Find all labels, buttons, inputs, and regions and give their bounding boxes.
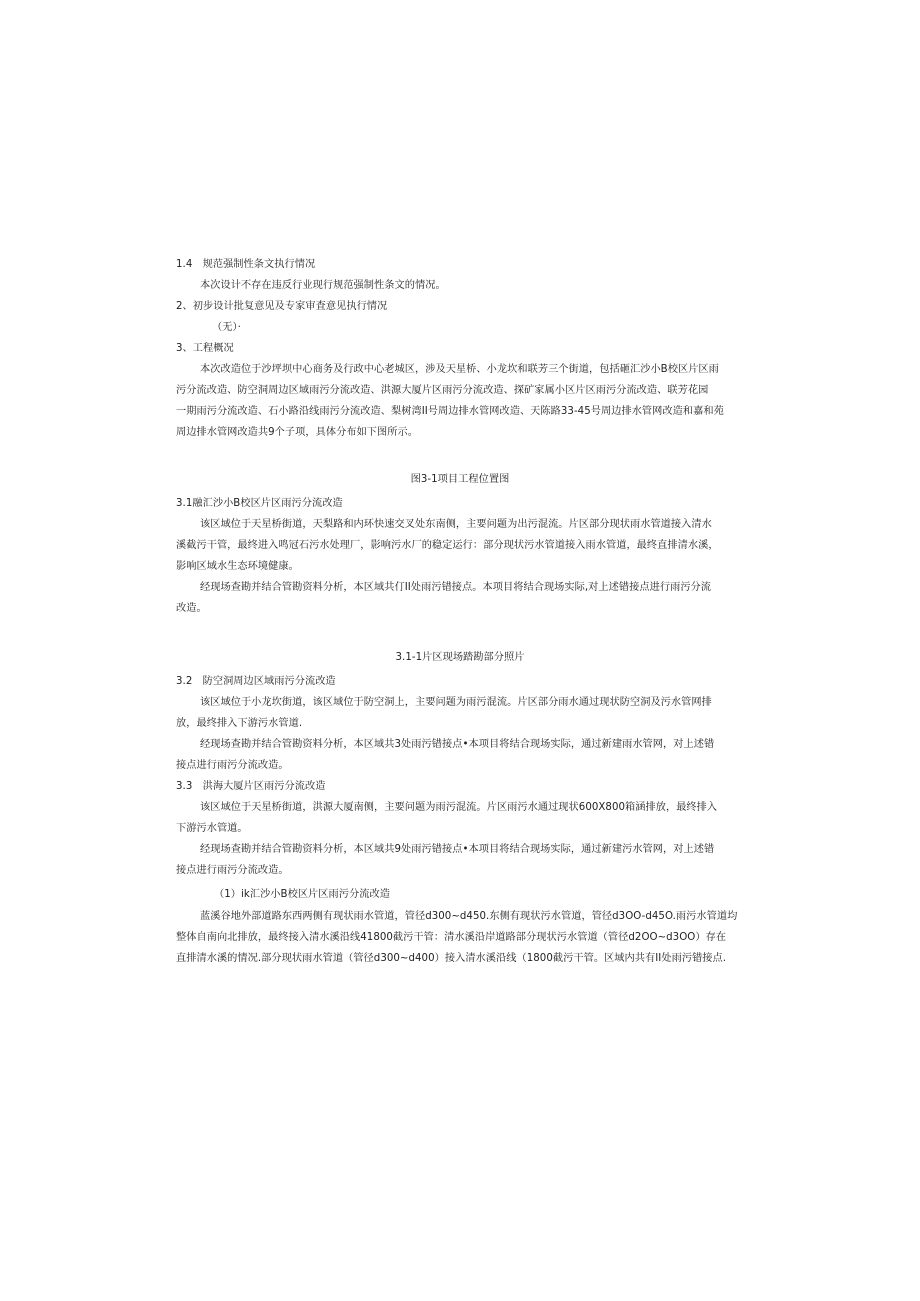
section-heading-3-2: 3.2 防空洞周边区域雨污分流改造: [176, 676, 336, 687]
section-heading-3: 3、工程概况: [176, 343, 234, 354]
paragraph-line: 该区域位于天星桥街道，洪源大厦南侧，主要问题为雨污混流。片区雨污水通过现状600X800箱涵排放，最终排入: [200, 802, 718, 813]
paragraph-line: 下游污水管道。: [176, 823, 248, 834]
paragraph-line: 蓝溪谷地外部道路东西两侧有现状雨水管道，管径d300~d450.东侧有现状污水管道，管径d3OO-d45O.雨污水管道均: [200, 911, 738, 922]
paragraph-line: 污分流改造、防空洞周边区域雨污分流改造、洪源大厦片区雨污分流改造、探矿家属小区片区雨污分流改造、联芳花园: [176, 385, 709, 396]
paragraph-line: 经现场查勘并结合管勘资料分析，本区域共3处雨污错接点•本项目将结合现场实际，通过新建雨水管网，对上述错: [200, 739, 715, 750]
paragraph-line: 整体自南向北排放，最终接入清水溪沿线41800截污干管：清水溪沿岸道路部分现状污水管道（管径d2OO~d3OO）存在: [176, 932, 727, 943]
paragraph-line: 溪截污干管，最终进入鸣冠石污水处理厂，影响污水厂的稳定运行：部分现状污水管道接入雨水管道，最终直排清水溪，: [176, 540, 719, 551]
paragraph-line: 经现场查勘并结合管勘资料分析，本区域共9处雨污错接点•本项目将结合现场实际，通过新建污水管网，对上述错: [200, 844, 715, 855]
section-heading-3-1: 3.1融汇沙小B校区片区雨污分流改造: [176, 498, 343, 509]
paragraph-line: 该区域位于小龙坎街道，该区域位于防空洞上，主要问题为雨污混流。片区部分雨水通过现状防空洞及污水管网排: [200, 697, 712, 708]
figure-caption-3-1: 图3-1项目工程位置图: [410, 474, 510, 485]
paragraph-line: 本次改造位于沙坪坝中心商务及行政中心老城区，涉及天星桥、小龙坎和联芳三个街道，包括砸汇沙小B校区片区雨: [200, 364, 719, 375]
paragraph-line: 直排清水溪的情况.部分现状雨水管道（管径d300~d400）接入清水溪沿线（1800截污干管。区域内共有II处雨污错接点.: [176, 953, 727, 964]
paragraph-line: 接点进行雨污分流改造。: [176, 865, 289, 876]
paragraph-line: 接点进行雨污分流改造。: [176, 760, 289, 771]
section-heading-2: 2、初步设计批复意见及专家审査意见执行情况: [176, 301, 388, 312]
paragraph-line: 一期雨污分流改造、石小路沿线雨污分流改造、梨树湾II号周边排水管网改造、天陈路33-45号周边排水管网改造和嘉和苑: [176, 406, 724, 417]
paragraph-line: 放，最终排入下游污水管道.: [176, 718, 303, 729]
paragraph-line: 改造。: [176, 603, 207, 614]
subsection-heading-1: （1）ik汇沙小B校区片区雨污分流改造: [214, 889, 390, 900]
paragraph-line: 该区域位于天星桥街道，天梨路和内环快速交叉处东南侧，主要问题为出污混流。片区部分现状雨水管道接入清水: [200, 519, 712, 530]
section-heading-1-4: 1.4 规范强制性条文执行情况: [176, 259, 316, 270]
paragraph-line: 经现场查勘并结合管勘资料分析，本区域共仃II处雨污错接点。本项目将结合现场实际,对上述错接点进行雨污分流: [200, 582, 712, 593]
section-1-4-body: 本次设计不存在违反行业现行规范强制性条文的情况。: [200, 280, 446, 291]
paragraph-line: 影响区域水生态环境健康。: [176, 561, 299, 572]
section-2-body: （无）·: [212, 322, 241, 333]
section-heading-3-3: 3.3 洪海大厦片区雨污分流改造: [176, 781, 326, 792]
photo-caption-3-1-1: 3.1-1片区现场踏勘部分照片: [395, 652, 525, 663]
paragraph-line: 周边排水管网改造共9个子项，具体分布如下图所示。: [176, 427, 418, 438]
